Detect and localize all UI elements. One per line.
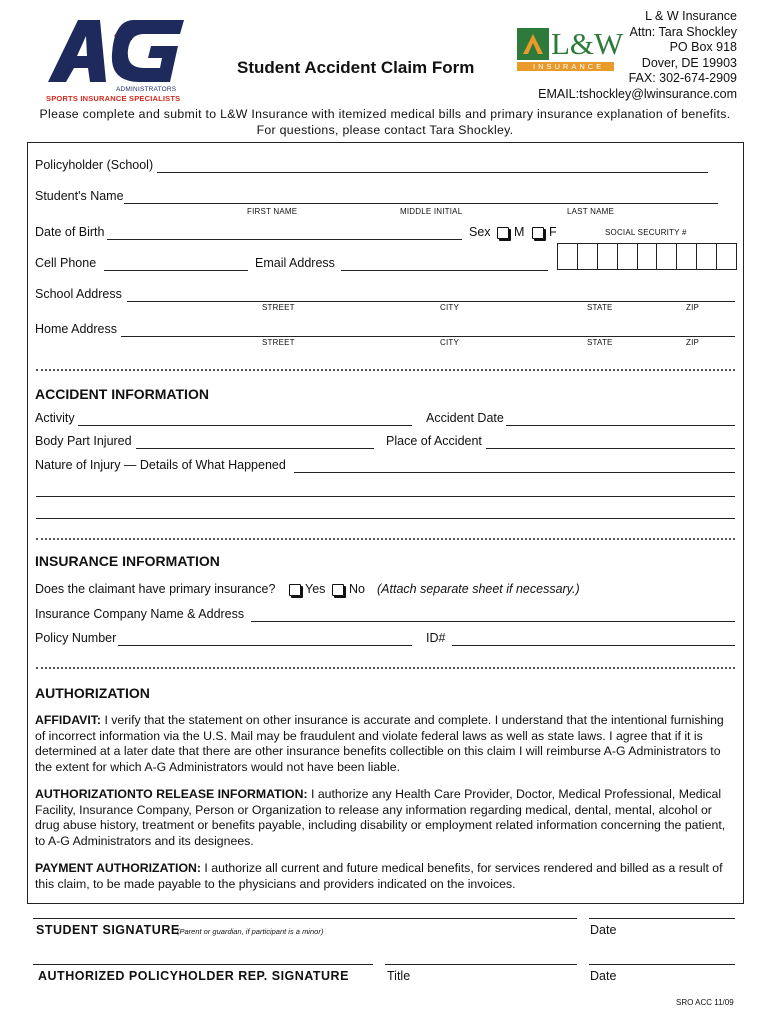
accident-date-field[interactable] xyxy=(506,425,735,426)
insurance-yes-label: Yes xyxy=(305,582,326,596)
policyholder-field[interactable] xyxy=(157,172,708,173)
accident-date-label: Accident Date xyxy=(426,411,504,425)
section-divider xyxy=(36,667,735,669)
ssn-digit-box[interactable] xyxy=(638,243,658,270)
rep-title-label: Title xyxy=(387,969,411,983)
school-zip-caption: ZIP xyxy=(686,303,700,312)
sex-f-checkbox[interactable] xyxy=(532,227,544,239)
rep-signature-line[interactable] xyxy=(33,964,373,965)
affidavit-paragraph xyxy=(35,713,737,775)
body-part-label: Body Part Injured xyxy=(35,434,132,448)
dob-field[interactable] xyxy=(107,239,462,240)
ssn-digit-box[interactable] xyxy=(578,243,598,270)
body-part-field[interactable] xyxy=(136,448,374,449)
primary-insurance-question: Does the claimant have primary insurance? xyxy=(35,582,276,596)
nature-field-line[interactable] xyxy=(36,496,735,497)
sex-m-label: M xyxy=(514,225,525,239)
rep-date-line[interactable] xyxy=(589,964,735,965)
insurance-company-field[interactable] xyxy=(251,621,735,622)
activity-label: Activity xyxy=(35,411,75,425)
rep-signature-label: AUTHORIZED POLICYHOLDER REP. SIGNATURE xyxy=(38,969,349,983)
insurance-yes-checkbox[interactable] xyxy=(289,584,301,596)
ssn-digit-box[interactable] xyxy=(618,243,638,270)
student-signature-note: (Parent or guardian, if participant is a minor) xyxy=(177,927,324,936)
cell-phone-label: Cell Phone xyxy=(35,256,97,270)
ssn-digit-box[interactable] xyxy=(697,243,717,270)
attach-note: (Attach separate sheet if necessary.) xyxy=(377,582,580,596)
ag-logo xyxy=(44,14,194,104)
ssn-digit-box[interactable] xyxy=(677,243,697,270)
student-signature-label: STUDENT SIGNATURE xyxy=(36,923,180,937)
policy-number-label: Policy Number xyxy=(35,631,117,645)
school-state-caption: STATE xyxy=(587,303,613,312)
email-label: Email Address xyxy=(255,256,335,270)
address-line: FAX: 302-674-2909 xyxy=(628,71,737,86)
nature-field-line[interactable] xyxy=(36,518,735,519)
ssn-boxes[interactable] xyxy=(557,243,737,270)
ag-logo-mark xyxy=(44,14,194,86)
form-code: SRO ACC 11/09 xyxy=(676,998,734,1007)
sex-label: Sex xyxy=(469,225,491,239)
school-address-label: School Address xyxy=(35,287,122,301)
id-field[interactable] xyxy=(452,645,735,646)
mailing-address xyxy=(538,9,737,103)
home-street-caption: STREET xyxy=(262,338,295,347)
school-street-caption: STREET xyxy=(262,303,295,312)
place-field[interactable] xyxy=(486,448,735,449)
student-signature-line[interactable] xyxy=(33,918,577,919)
student-name-field[interactable] xyxy=(124,203,718,204)
ssn-digit-box[interactable] xyxy=(557,243,578,270)
student-date-line[interactable] xyxy=(589,918,735,919)
activity-field[interactable] xyxy=(78,425,412,426)
section-divider xyxy=(36,538,735,540)
student-name-label: Student's Name xyxy=(35,189,124,203)
id-label: ID# xyxy=(426,631,446,645)
release-label: AUTHORIZATIONTO RELEASE INFORMATION: xyxy=(35,787,308,801)
policyholder-label: Policyholder (School) xyxy=(35,158,154,172)
last-name-caption: LAST NAME xyxy=(567,207,614,216)
insurance-heading: INSURANCE INFORMATION xyxy=(35,553,220,569)
sex-m-checkbox[interactable] xyxy=(497,227,509,239)
dob-label: Date of Birth xyxy=(35,225,105,239)
rep-title-line[interactable] xyxy=(385,964,577,965)
insurance-no-label: No xyxy=(349,582,365,596)
ssn-digit-box[interactable] xyxy=(598,243,618,270)
home-state-caption: STATE xyxy=(587,338,613,347)
lw-insurance-label: INSURANCE xyxy=(533,62,605,71)
address-line: Attn: Tara Shockley xyxy=(629,24,737,39)
nature-field[interactable] xyxy=(294,472,735,473)
school-city-caption: CITY xyxy=(440,303,460,312)
affidavit-label: AFFIDAVIT: xyxy=(35,713,102,727)
email-field[interactable] xyxy=(341,270,548,271)
insurance-no-checkbox[interactable] xyxy=(332,584,344,596)
accident-heading: ACCIDENT INFORMATION xyxy=(35,386,209,402)
ssn-digit-box[interactable] xyxy=(657,243,677,270)
nature-label: Nature of Injury — Details of What Happened xyxy=(35,458,286,472)
ssn-digit-box[interactable] xyxy=(717,243,737,270)
school-address-field[interactable] xyxy=(127,301,735,302)
form-title: Student Accident Claim Form xyxy=(237,58,475,77)
home-city-caption: CITY xyxy=(440,338,460,347)
sex-f-label: F xyxy=(549,225,557,239)
intro-line: For questions, please contact Tara Shockley. xyxy=(256,123,514,137)
insurance-company-label: Insurance Company Name & Address xyxy=(35,607,245,621)
home-address-field[interactable] xyxy=(121,336,735,337)
ssn-caption: SOCIAL SECURITY # xyxy=(605,228,687,237)
authorization-heading: AUTHORIZATION xyxy=(35,685,150,701)
release-paragraph xyxy=(35,787,737,849)
cell-phone-field[interactable] xyxy=(104,270,248,271)
policy-number-field[interactable] xyxy=(118,645,412,646)
release-text: I authorize any Health Care Provider, Doctor, Medical Professional, Medical Facility, Insurance Company, Person or Organization to release any information regarding medical, dental, mental, alcohol or drug abuse history, treatment or benefits payable, including disability or employment related information concerning the patient, to A-G Administrators and its designees. xyxy=(35,787,726,848)
payment-paragraph xyxy=(35,861,737,892)
section-divider xyxy=(36,369,735,371)
ag-tagline: ADMINISTRATORS xyxy=(116,86,177,93)
address-line: L & W Insurance xyxy=(645,9,737,23)
ag-subline: SPORTS INSURANCE SPECIALISTS xyxy=(46,94,181,103)
address-line: PO Box 918 xyxy=(669,40,737,55)
home-address-label: Home Address xyxy=(35,322,117,336)
address-email: EMAIL:tshockley@lwinsurance.com xyxy=(538,86,737,101)
home-zip-caption: ZIP xyxy=(686,338,700,347)
place-label: Place of Accident xyxy=(386,434,482,448)
rep-date-label: Date xyxy=(590,969,617,983)
lw-wordmark: L&W xyxy=(551,26,624,61)
first-name-caption: FIRST NAME xyxy=(247,207,298,216)
payment-text: I authorize all current and future medical benefits, for services rendered and billed as a result of this claim, to be made payable to the physicians and providers indicated on the invoices. xyxy=(35,861,723,891)
intro-text xyxy=(0,106,770,138)
affidavit-text: I verify that the statement on other insurance is accurate and complete. I understand that the intentional furnishing of incorrect information via the U.S. Mail may be fraudulent and violate federal laws as well as state laws. I agree that if it is determined at a later date that there are other insurance benefits collectible on this claim I will reimburse A-G Administrators to the extent for which A-G Administrators would not have been liable. xyxy=(35,713,724,774)
payment-label: PAYMENT AUTHORIZATION: xyxy=(35,861,202,875)
student-date-label: Date xyxy=(590,923,617,937)
intro-line: Please complete and submit to L&W Insurance with itemized medical bills and primary insurance explanation of benefits. xyxy=(39,107,731,121)
address-line: Dover, DE 19903 xyxy=(641,55,737,70)
middle-initial-caption: MIDDLE INITIAL xyxy=(400,207,463,216)
